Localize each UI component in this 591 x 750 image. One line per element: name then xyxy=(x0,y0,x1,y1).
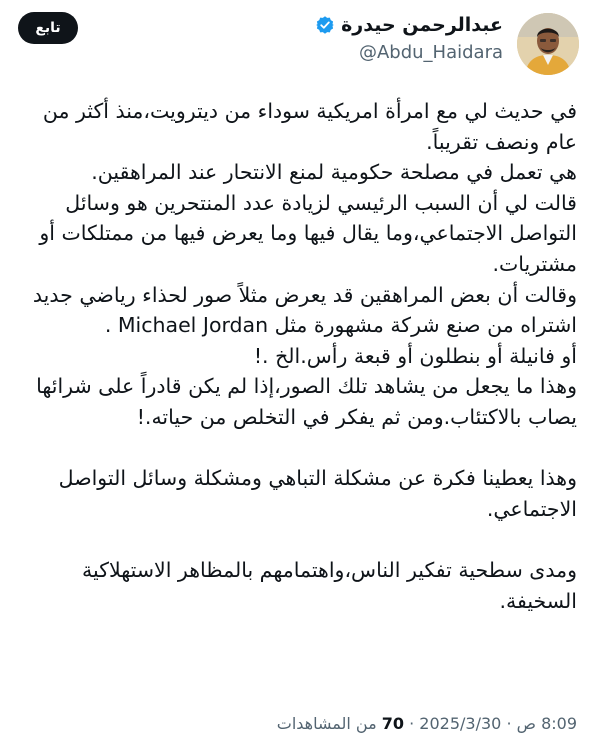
tweet-paragraph: قالت لي أن السبب الرئيسي لزيادة عدد المنتحرين هو وسائل التواصل الاجتماعي،وما يقال فيها وما يعرض فيها من ممتلكات أو مشتريات. xyxy=(39,190,577,276)
post-time[interactable]: 8:09 ص xyxy=(516,714,577,733)
tweet-paragraph: أو فانيلة أو بنطلون أو قبعة رأس.الخ .! xyxy=(253,343,577,368)
follow-button[interactable]: تابع xyxy=(18,12,78,44)
meta-separator: · xyxy=(409,714,415,733)
user-handle[interactable]: @Abdu_Haidara xyxy=(358,42,503,63)
verified-badge-icon xyxy=(315,15,335,35)
views-label: من المشاهدات xyxy=(276,714,377,733)
avatar[interactable] xyxy=(517,13,579,75)
tweet-paragraph: هي تعمل في مصلحة حكومية لمنع الانتحار عند المراهقين. xyxy=(91,160,577,185)
tweet-paragraph: ومدى سطحية تفكير الناس،واهتمامهم بالمظاهر الاستهلاكية السخيفة. xyxy=(82,557,577,613)
author-names xyxy=(315,14,503,63)
display-name-row xyxy=(315,14,503,36)
avatar-photo xyxy=(517,13,579,75)
views-count: 70 xyxy=(381,714,405,733)
tweet-paragraph: وقالت أن بعض المراهقين قد يعرض مثلاً صور لحذاء رياضي جديد اشتراه من صنع شركة مشهورة مثل Michael Jordan . xyxy=(32,282,577,338)
tweet-meta xyxy=(14,714,577,733)
meta-separator: · xyxy=(506,714,512,733)
tweet-paragraph: وهذا يعطينا فكرة عن مشكلة التباهي ومشكلة وسائل التواصل الاجتماعي. xyxy=(58,466,577,521)
post-date[interactable]: 2025/3/30 xyxy=(419,714,502,733)
tweet-text xyxy=(14,96,577,616)
display-name[interactable]: عبدالرحمن حيدرة xyxy=(341,14,503,36)
tweet-paragraph: في حديث لي مع امرأة امريكية سوداء من ديترويت،منذ أكثر من عام ونصف تقريباً. xyxy=(42,99,577,154)
tweet-header xyxy=(12,10,579,80)
tweet-paragraph: وهذا ما يجعل من يشاهد تلك الصور،إذا لم يكن قادراً على شرائها يصاب بالاكتئاب.ومن ثم يفكر في التخلص من حياته.! xyxy=(36,374,577,429)
